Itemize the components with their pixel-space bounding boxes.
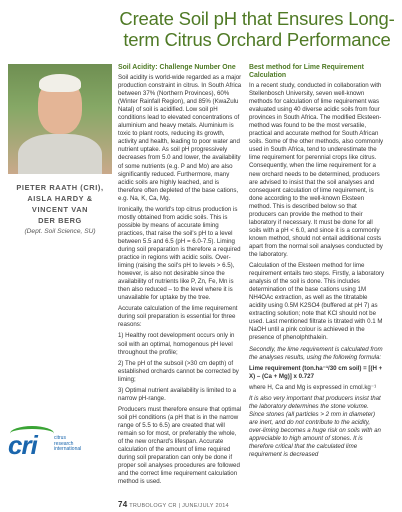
list-item: 3) Optimal nutrient availability is limited to a narrow pH-range. [118,386,237,402]
section-heading-soil-acidity: Soil Acidity: Challenge Number One [118,64,236,71]
author-block [6,182,114,237]
lime-formula: Lime requirement (ton.ha⁻¹/30 cm soil) = [(H + X) – (Ca + Mg)] x 0.727 [249,364,383,380]
author-affiliation: (Dept. Soil Science, SU) [24,228,96,235]
section-heading-lime-requirement: Best method for Lime Requirement Calculation [249,64,364,79]
logo-text-line: international [54,446,82,453]
author-line-3: VINCENT VAN [31,205,89,214]
logo-text-line: research [54,440,74,447]
column-left [118,64,243,489]
paragraph: It is also very important that producers insist that the laboratory determines the stone volume. Since stones (all particles > 2 mm in diameter) are inert, and do not contribute to the acidity, over-liming becomes a huge risk on soils with an appreciable to high amount of stones. It is therefore critical that the calculated lime requirement is decreased [249,394,381,459]
logo-mark: cri [8,430,37,460]
page-number: 74 [118,500,128,509]
author-photo [8,64,112,174]
column-right [249,64,385,462]
paragraph: In a recent study, conducted in collaboration with Stellenbosch University, seven well-known methods for calculation of lime requirement was evaluated using 40 diverse acidic soils from four provinces in South Africa. The modified Eksteen-method was found to be the most versatile, practical and accurate method for South African soils. Some of the other methods, also commonly used in South Africa, tend to underestimate the lime requirement for perennial crops like citrus. Consequently, when the lime requirement for a new orchard needs to be determined, producers are advised to insist that the soil analyses and consequent calculation of lime requirement, is done according to the well-known Eksteen method. This is described below so that producers can provide the method to their laboratory if necessary. It must be done for all soils with a pH < 6.0, and since it is a commonly known method, should not entail additional costs apart from the normal soil analyses conducted by the laboratory. [249,82,384,258]
shirt-shape [18,134,102,174]
author-line-4: DER BERG [38,216,82,225]
hair-shape [39,74,81,92]
paragraph: Ironically, the world's top citrus production is mostly obtained from acidic soils. This is possible by means of accurate liming practices, that raise the soil's pH to a level between 5.5 and 6.5 (pH = 6.0-7.5). Liming during soil preparation is therefore a required practice in regions with acidic soils. Over-liming (raising the soil's pH to levels > 6.5), however, is also not desirable since the availability of nutrients like P, Zn, Fe, Mn is then also reduced – to the level where it is unavailable for uptake by the tree. [118,205,241,302]
paragraph: Accurate calculation of the lime requirement during soil preparation is essential for three reasons: [118,305,238,329]
paragraph: Producers must therefore ensure that optimal soil pH conditions (a pH that is in the narrow range of 5.5 to 6.5) are created that will remain so for most, or preferably the whole, of the new orchard's lifespan. Accurate calculation of the amount of lime required during soil preparation can only be done if proper soil analyses procedures are followed and the correct lime requirement calculation method is used. [118,405,242,486]
list-item: 1) Healthy root development occurs only in soil with an optimal, homogenous pH level throughout the profile; [118,332,235,356]
page-footer [118,500,229,509]
logo-text [54,436,81,453]
paragraph: where H, Ca and Mg is expressed in cmol.kg⁻¹ [249,383,377,391]
author-line-1: PIETER RAATH (CRI), [16,183,104,192]
logo-text-line: citrus [54,435,66,441]
page-title: Create Soil pH that Ensures Long-term Citrus Orchard Performance [119,8,395,50]
paragraph: Soil acidity is world-wide regarded as a major production constraint in citrus. In South Africa between 37% (Northern Provinces), 60% (Winter Rainfall Region), and 85% (KwaZulu Natal) of soil is acidified. Low soil pH conditions lead to elevated concentrations of aluminium and heavy metals. Aluminium is toxic to plant roots, reducing its growth, activity and health, leading to poor water and nutrient uptake. As soil pH progressively decreases from 5.0 and lower, the availability of some nutrients (e.g. P and Mo) are also significantly reduced. Furthermore, many acidic soils are highly leached, and is therefore often depleted of the base cations, e.g. Na, K, Ca, Mg. [118,74,242,202]
author-line-2: AISLA HARDY & [27,194,93,203]
publication-name: TRUBOLOGY CR | JUNE/JULY 2014 [129,503,229,509]
cri-logo [8,426,88,464]
paragraph: Calculation of the Eksteen method for lime requirement entails two steps. Firstly, a laboratory analysis of the soil is done. This includes determination of the base cations using 1M NH4OAc extraction, as well as the titratable acidity using 0.5M K2SO4 (buffered at pH 7) as extracting solution; note that KCl should not be used. Last mentioned filtrate is titrated with 0.1 M NaOH until a pink colour is achieved in the presence of phenolphthalein. [249,262,385,342]
paragraph: Secondly, the lime requirement is calculated from the analyses results, using the following formula: [249,345,383,361]
list-item: 2) The pH of the subsoil (>30 cm depth) of established orchards cannot be corrected by liming; [118,359,239,383]
